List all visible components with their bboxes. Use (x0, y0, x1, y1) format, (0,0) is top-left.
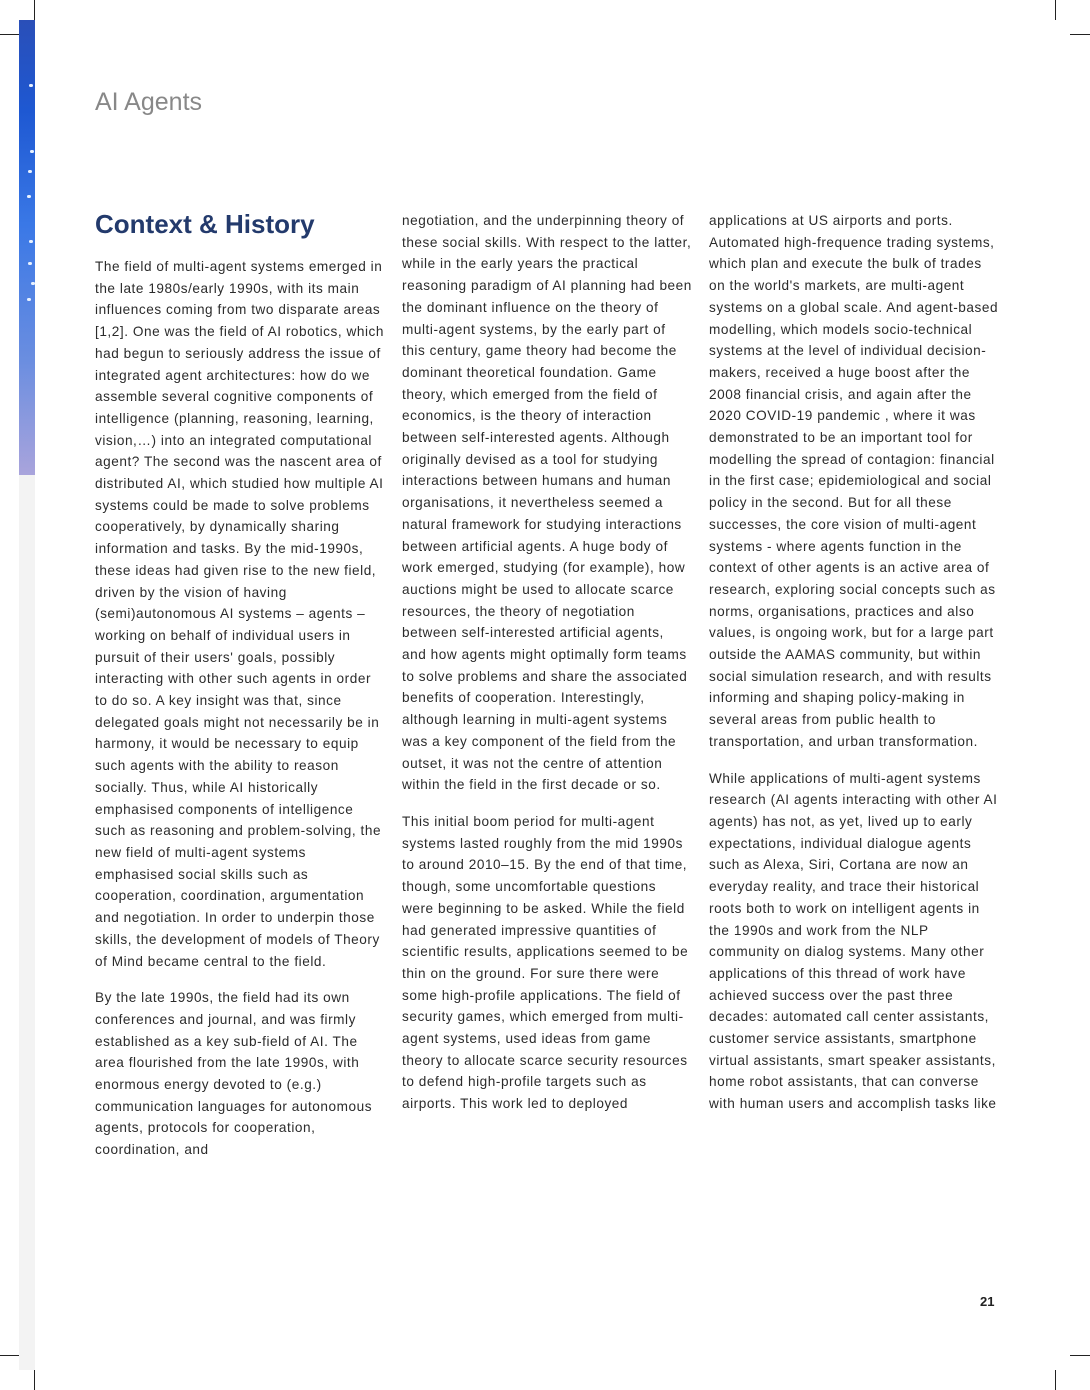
body-paragraph: negotiation, and the underpinning theory of these social skills. With respect to the latter, while in the early years the practical reasoning paradigm of AI planning had been the dominant influence on the theory of multi-agent systems, by the early part of this century, game theory had become the dominant theoretical foundation. Game theory, which emerged from the field of economics, is the theory of interaction between self-interested agents. Although originally devised as a tool for studying interactions between humans and human organisations, it nevertheless seemed a natural framework for studying interactions between artificial agents. A huge body of work emerged, studying (for example), how auctions might be used to allocate scarce resources, the theory of negotiation between self-interested artificial agents, and how agents might optimally form teams to solve problems and share the associated benefits of cooperation. Interestingly, although learning in multi-agent systems was a key component of the field from the outset, it was not the centre of attention within the field in the first decade or so. (402, 213, 692, 793)
text-column-3 (709, 208, 999, 1130)
crop-mark (34, 0, 35, 20)
side-decorative-image (19, 20, 35, 475)
crop-mark (0, 34, 20, 35)
running-header-title: AI Agents (95, 88, 203, 116)
crop-mark (34, 1370, 35, 1390)
body-paragraph: While applications of multi-agent systems research (AI agents interacting with other AI agents) has not, as yet, lived up to early expectations, individual dialogue agents such as Alexa, Siri, Cortana are now an everyday reality, and trace their historical roots both to work on intelligent agents in the 1990s and work from the NLP community on dialog systems. Many other applications of this thread of work have achieved success over the past three decades: automated call center assistants, customer service assistants, smartphone virtual assistants, smart speaker assistants, home robot assistants, that can converse with human users and accomplish tasks like (709, 770, 998, 1112)
section-title: Context & History (95, 209, 315, 239)
crop-mark (0, 1355, 20, 1356)
text-column-2 (402, 208, 692, 1130)
body-paragraph: The field of multi-agent systems emerged in the late 1980s/early 1990s, with its main influences coming from two disparate areas [1,2]. One was the field of AI robotics, which had begun to seriously address the issue of integrated agent architectures: how do we assemble several cognitive components of intelligence (planning, reasoning, learning, vision,…) into an integrated computational agent? The second was the nascent area of distributed AI, which studied how multiple AI systems could be made to solve problems cooperatively, by dynamically sharing information and tasks. By the mid-1990s, these ideas had given rise to the new field, driven by the vision of having (semi)autonomous AI systems – agents – working on behalf of individual users in pursuit of their users' goals, possibly interacting with other such agents in order to do so. A key insight was that, since delegated goals might not necessarily be in harmony, it would be necessary to equip such agents with the ability to reason socially. Thus, while AI historically emphasised components of intelligence such as reasoning and problem-solving, the new field of multi-agent systems emphasised social skills such as cooperation, coordination, argumentation and negotiation. In order to underpin those skills, the development of models of Theory of Mind became central to the field. (95, 259, 385, 969)
crop-mark (1070, 1355, 1090, 1356)
crop-mark (1055, 0, 1056, 20)
body-paragraph: This initial boom period for multi-agent systems lasted roughly from the mid 1990s to around 2010–15. By the end of that time, though, some uncomfortable questions were beginning to be asked. While the field had generated impressive quantities of scientific results, applications seemed to be thin on the ground. For sure there were some high-profile applications. The field of security games, which emerged from multi-agent systems, used ideas from game theory to allocate scarce security resources to defend high-profile targets such as airports. This work led to deployed (402, 813, 689, 1112)
page-number: 21 (980, 1294, 995, 1309)
crop-mark (1070, 34, 1090, 35)
crop-mark (1055, 1370, 1056, 1390)
body-paragraph: applications at US airports and ports. Automated high-frequence trading systems, which plan and execute the bulk of trades on the world's markets, are multi-agent systems on a global scale. And agent-based modelling, which models socio-technical systems at the level of individual decision-makers, received a huge boost after the 2008 financial crisis, and again after the 2020 COVID-19 pandemic , where it was demonstrated to be an important tool for modelling the spread of contagion: financial in the first case; epidemiological and social policy in the second. But for all these successes, the core vision of multi-agent systems - where agents function in the context of other agents is an active area of research, exploring social concepts such as norms, organisations, practices and also values, is ongoing work, but for a large part outside the AAMAS community, but within social simulation research, and with results informing and shaping policy-making in several areas from public health to transportation, and urban transformation. (709, 213, 999, 749)
body-paragraph: By the late 1990s, the field had its own conferences and journal, and was firmly established as a key sub-field of AI. The area flourished from the late 1990s, with enormous energy devoted to (e.g.) communication languages for autonomous agents, protocols for cooperation, coordination, and (95, 990, 373, 1158)
text-column-1 (95, 208, 385, 1176)
